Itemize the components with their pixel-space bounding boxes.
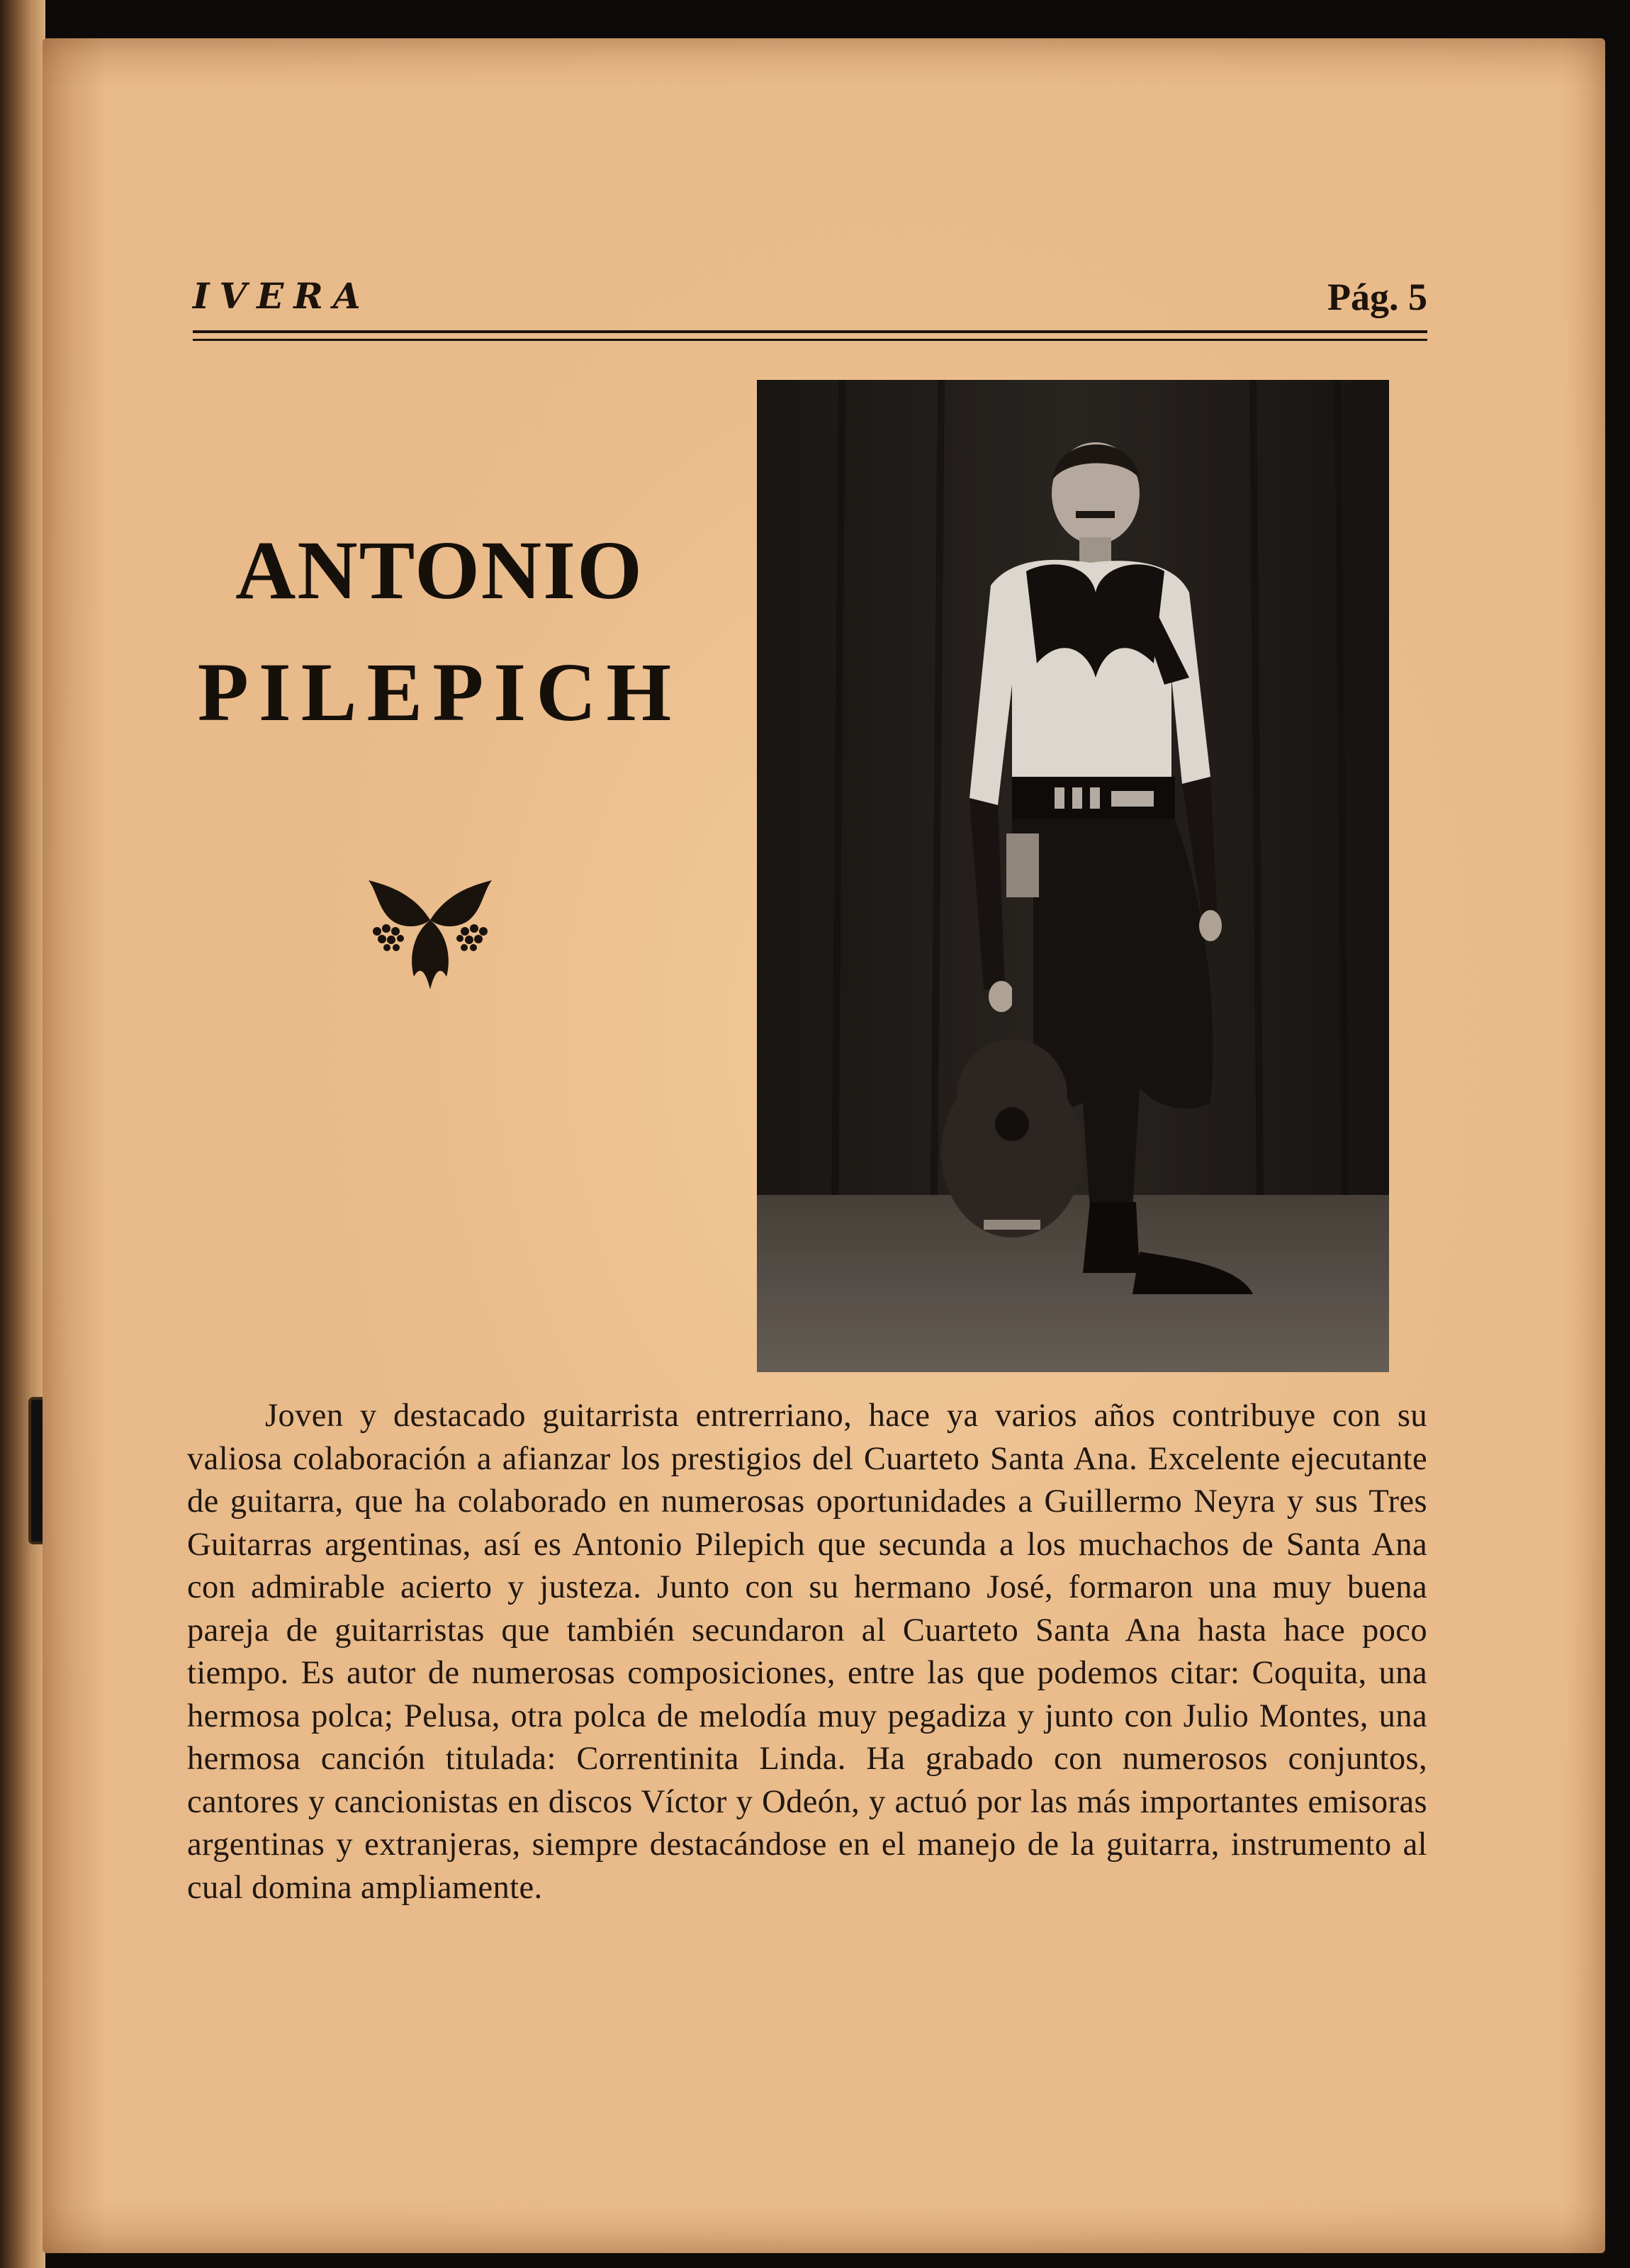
title-last-name: PILEPICH — [197, 646, 682, 739]
grape-vine-ornament-icon — [363, 870, 498, 998]
portrait-photograph — [757, 380, 1389, 1372]
page-number: Pág. 5 — [1327, 276, 1427, 318]
running-header — [193, 275, 1427, 325]
book-spine — [0, 0, 45, 2268]
article-title — [184, 517, 695, 746]
title-first-name: ANTONIO — [235, 524, 643, 617]
header-rule-double — [193, 339, 1427, 341]
article-body: Joven y destacado guitarrista entrerriano, hace ya varios años contribuye con su valiosa colaboración a afianzar los prestigios del Cuarteto Santa Ana. Excelente ejecutante de guitarra, que ha colaborado en numerosas oportunidades a Guillermo Neyra y sus Tres Guitarras argentinas, así es Antonio Pilepich que secunda a los muchachos de Santa Ana con admirable acierto y justeza. Junto con su hermano José, formaron una muy buena pareja de guitarristas que también secundaron al Cuarteto Santa Ana hasta hace poco tiempo. Es autor de numerosas composiciones, entre las que podemos citar: Coquita, una hermosa polca; Pelusa, otra polca de melodía muy pegadiza y junto con Julio Montes, una hermosa canción titulada: Correntinita Linda. Ha grabado con numerosos conjuntos, cantores y cancionistas en discos Víctor y Odeón, y actuó por las más importantes emisoras argentinas y extranjeras, siempre destacándose en el manejo de la guitarra, instrumento al cual domina ampliamente. — [187, 1398, 1427, 1906]
header-rule — [193, 330, 1427, 333]
masthead: IVERA — [193, 275, 371, 317]
